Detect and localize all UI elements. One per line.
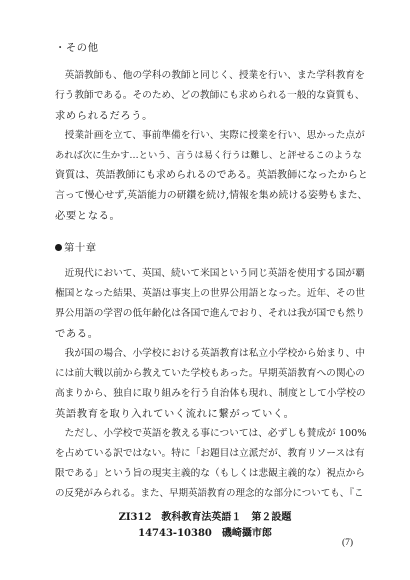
text-line: あれば次に生かす…という、言うは易く行うは難し、と評せるこのような (55, 150, 362, 161)
text-line: である。 (55, 328, 99, 340)
text-line: 行う教師である。そのため、どの教師にも求められる一般的な資質も、 (55, 90, 365, 101)
bullet-icon (55, 244, 62, 251)
text-line: 権国となった結果、英語は事実上の世界公用語となった。近年、その世 (55, 288, 365, 299)
text-line: には前大戦以前から教えていた学校もあった。早期英語教育への関心の (55, 368, 365, 379)
chapter-heading (55, 242, 367, 254)
text-line: 授業計画を立て、事前準備を行い、実際に授業を行い、思かった点が (55, 130, 365, 141)
text-line: 必要となる。 (55, 210, 121, 222)
text-line: 求められるだろう。 (55, 110, 154, 122)
text-line: を占めている訳ではない。特に「お題目は立派だが、教育リソースは有 (55, 448, 365, 459)
text-line: の反発がみられる。また、早期英語教育の理念的な部分についても、『こ (55, 488, 364, 499)
text-line: 我が国の場合、小学校における英語教育は私立小学校から始まり、中 (55, 348, 365, 359)
text-line: 英語教師も、他の学科の教師と同じく、授業を行い、また学科教育を (55, 70, 365, 81)
page-number: (7) (342, 538, 354, 548)
text-line: 言って慢心せず,英語能力の研鑽を続け,情報を集め続ける姿勢もまた、 (55, 190, 368, 201)
text-line: 限である」という旨の現実主義的な（もしくは悲観主義的な）視点から (55, 468, 365, 479)
text-line: ただし、小学校で英語を教える事については、必ずしも賛成が 100% (55, 428, 367, 439)
section-heading-other: ・その他 (55, 42, 99, 54)
chapter-heading-text: 第十章 (64, 242, 97, 254)
text-line: 資質は、英語教師にも求められるのである。英語教師になったからと (55, 170, 368, 181)
text-line: 近現代において、英国、続いて米国という同じ英語を使用する国が覇 (55, 268, 365, 279)
text-line: 高まりから、独自に取り組みを行う自治体も現れ、制度として小学校の (55, 388, 366, 399)
text-line: 英語教育を取り入れていく流れに繋がっていく。 (55, 408, 295, 420)
footer-course: ZI312 教科教育法英語１ 第２設題 (118, 512, 292, 523)
footer-student: 14743-10380 磯崎攝市郎 (138, 528, 272, 539)
text-line: 界公用語の学習の低年齢化は各国で進んでおり、それは我が国でも然り (55, 308, 365, 319)
